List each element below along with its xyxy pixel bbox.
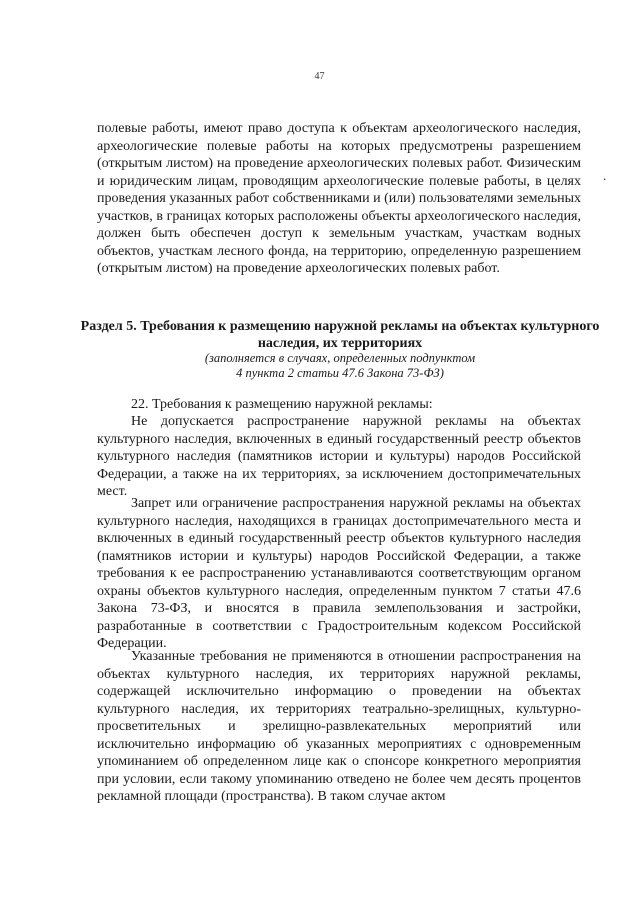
paragraph-advertising-ban: Не допускается распространение наружной рекламы на объектах культурного наследия, включенных в единый государственный реестр объектов культурного наследия (памятников истории и культуры) народов Российской Федерации, а также на их территориях, за исключением достопримечательных мест.: [97, 414, 581, 499]
page-number: 47: [314, 71, 325, 82]
section-5-note: [60, 351, 620, 381]
section-note-line-1: (заполняется в случаях, определенных подпунктом: [204, 351, 476, 365]
section-5-heading: Раздел 5. Требования к размещению наружной рекламы на объектах культурного наследия, их территориях: [80, 319, 600, 351]
paragraph-advertising-exception: Указанные требования не применяются в отношении распространения на объектах культурного наследия, их территориях наружной рекламы, содержащей исключительно информацию о проведении на объектах культурного наследия, их территориях театрально-зрелищных, культурно-просветительных и зрелищно-развлекательных мероприятий или исключительно информацию об указанных мероприятиях с одновременным упоминанием об определенном лице как о спонсоре конкретного мероприятия при условии, если такому упоминанию отведено не более чем десять процентов рекламной площади (пространства). В таком случае актом: [97, 649, 581, 804]
paragraph-advertising-restriction: Запрет или ограничение распространения наружной рекламы на объектах культурного наследия, находящихся в границах достопримечательного места и включенных в единый государственный реестр объектов культурного наследия (памятников истории и культуры) народов Российской Федерации, а также требования к ее распространению устанавливаются соответствующим органом охраны объектов культурного наследия, определенным пунктом 7 статьи 47.6 Закона 73-ФЗ, и вносятся в правила землепользования и застройки, разработанные в соответствии с Градостроительным кодексом Российской Федерации.: [97, 496, 581, 651]
paragraph-field-work-access: полевые работы, имеют право доступа к объектам археологического наследия, археологические полевые работы на которых предусмотрены разрешением (открытым листом) на проведение археологических полевых работ. Физическим и юридическим лицам, проводящим археологические полевые работы, в целях проведения указанных работ собственниками и (или) пользователями земельных участков, в границах которых расположены объекты археологического наследия, должен быть обеспечен доступ к земельным участкам, участкам водных объектов, участкам лесного фонда, на территорию, определенную разрешением (открытым листом) на проведение археологических полевых работ.: [97, 121, 581, 276]
section-note-line-2: 4 пункта 2 статьи 47.6 Закона 73-ФЗ): [236, 366, 444, 380]
stray-mark: .: [603, 168, 607, 183]
item-22-title: 22. Требования к размещению наружной рекламы:: [131, 397, 433, 412]
